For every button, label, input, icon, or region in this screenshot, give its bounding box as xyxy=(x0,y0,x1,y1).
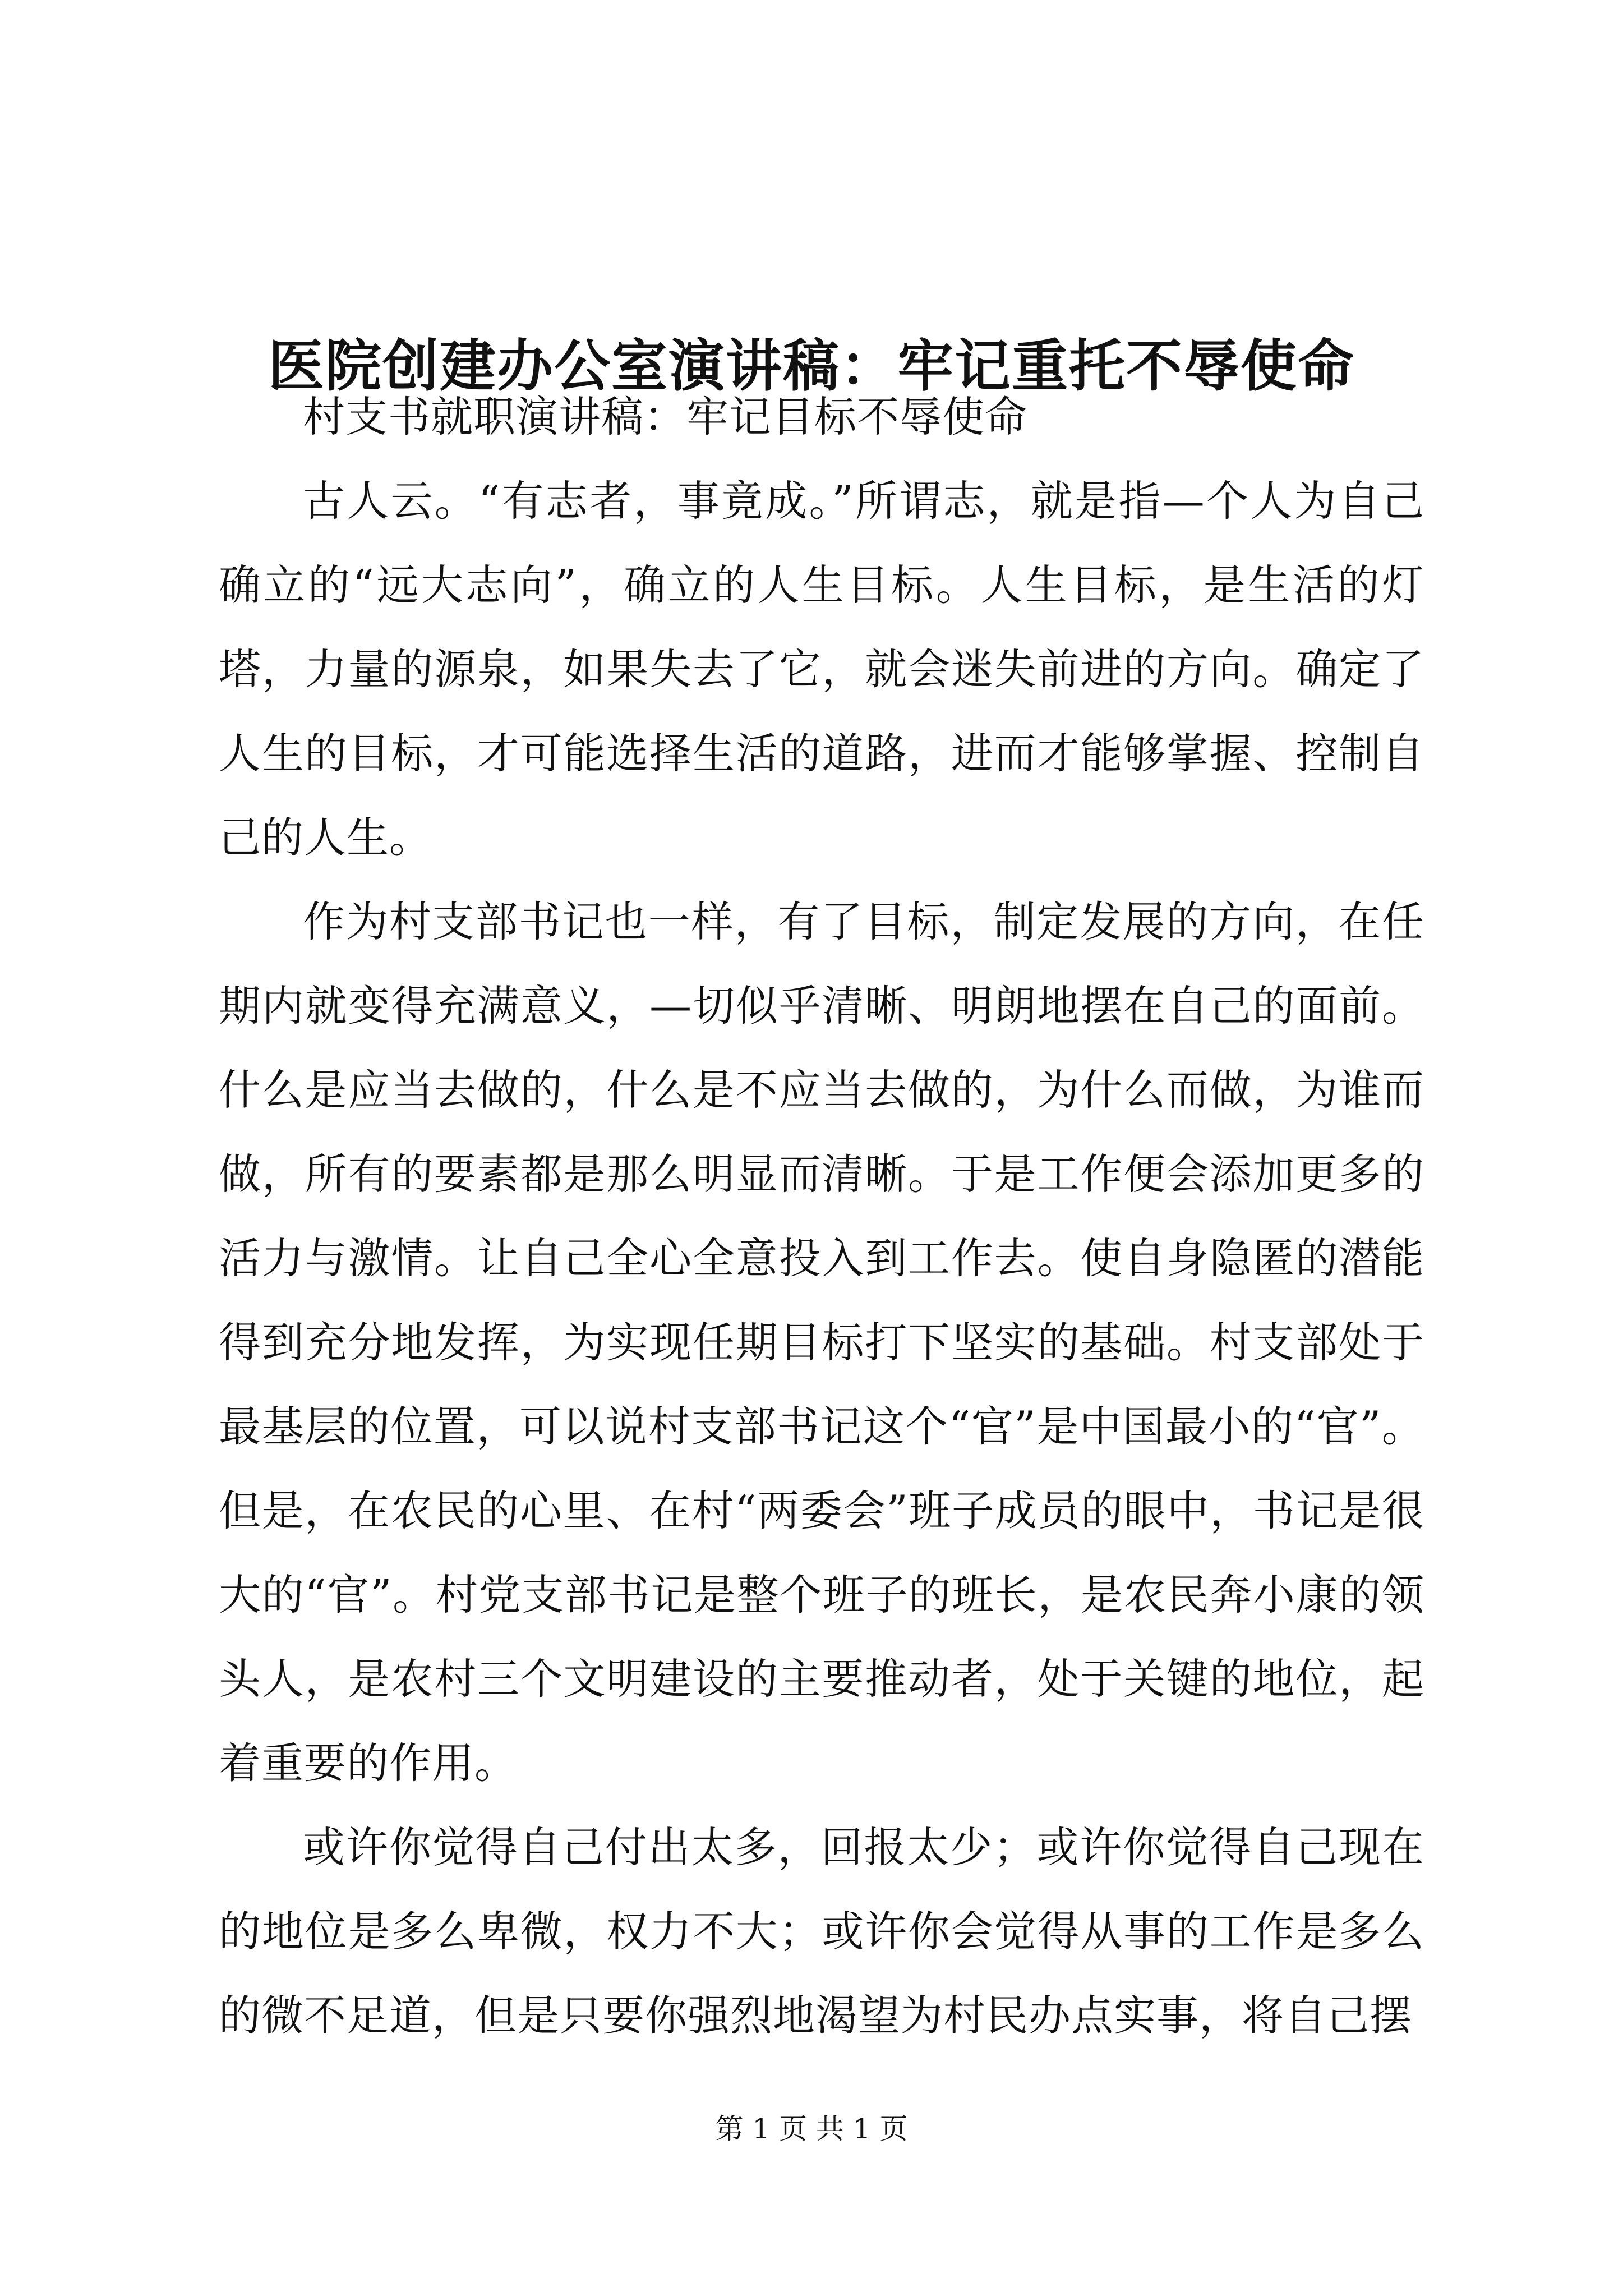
subtitle-paragraph: 村支书就职演讲稿：牢记目标不辱使命 xyxy=(303,392,1028,441)
body-paragraph-2: 作为村支部书记也一样，有了目标，制定发展的方向，在任期内就变得充满意义，—切似乎清晰、明朗地摆在自己的面前。什么是应当去做的，什么是不应当去做的，为什么而做，为谁而做，所有的要素都是那么明显而清晰。于是工作便会添加更多的活力与激情。让自己全心全意投入到工作去。使自身隐匿的潜能得到充分地发挥，为实现任期目标打下坚实的基础。村支部处于最基层的位置，可以说村支部书记这个“官”是中国最小的“官”。但是，在农民的心里、在村“两委会”班子成员的眼中，书记是很大的“官”。村党支部书记是整个班子的班长，是农民奔小康的领头人，是农村三个文明建设的主要推动者，处于关键的地位，起着重要的作用。 xyxy=(219,897,1424,1788)
body-paragraph-1: 古人云。“有志者，事竟成。”所谓志，就是指—个人为自己确立的“远大志向”，确立的人生目标。人生目标，是生活的灯塔，力量的源泉，如果失去了它，就会迷失前进的方向。确定了人生的目标，才可能选择生活的道路，进而才能够掌握、控制自己的人生。 xyxy=(219,476,1424,862)
document-title: 医院创建办公室演讲稿：牢记重托不辱使命 xyxy=(268,333,1355,399)
page-footer: 第 1 页 共 1 页 xyxy=(715,2113,908,2145)
body-paragraph-3: 或许你觉得自己付出太多，回报太少；或许你觉得自己现在的地位是多么卑微，权力不大；或许你会觉得从事的工作是多么的微不足道，但是只要你强烈地渴望为村民办点实事，将自己摆 xyxy=(219,1823,1424,2040)
document-body xyxy=(219,375,1424,2058)
